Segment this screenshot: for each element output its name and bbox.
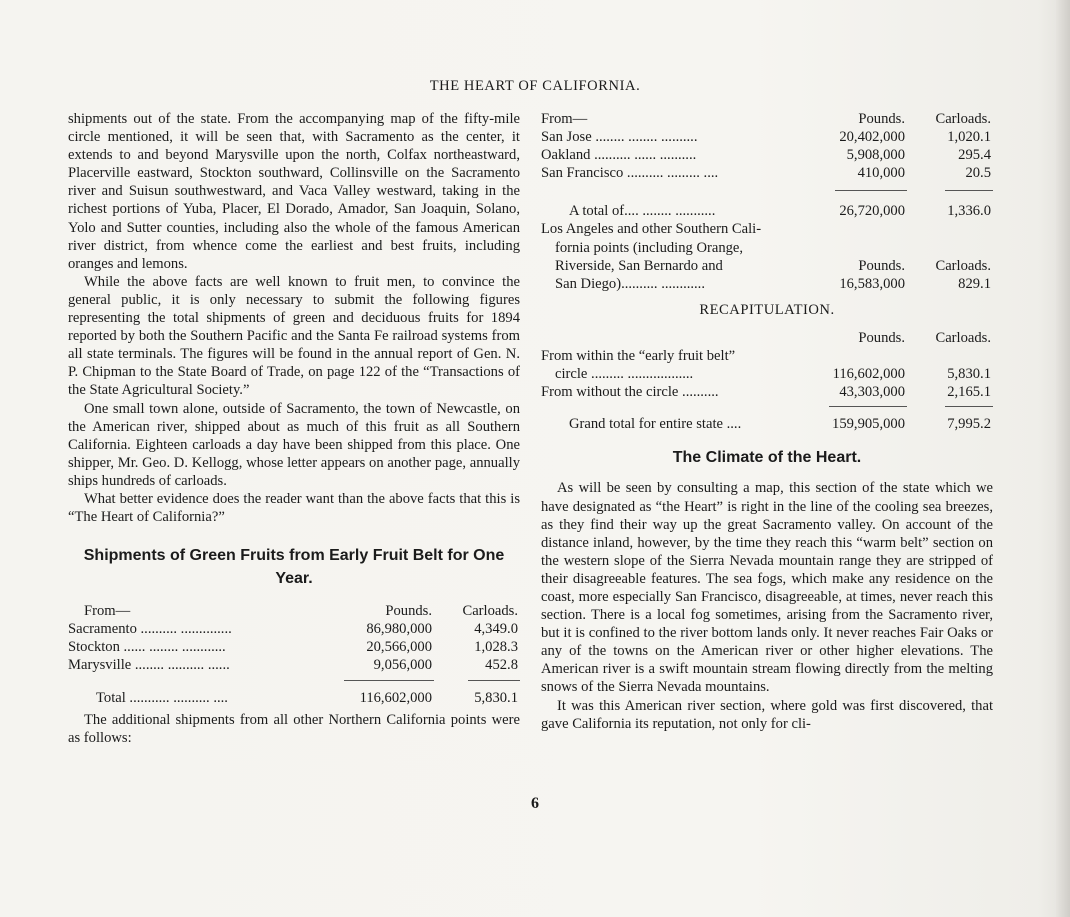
row-label: San Francisco .......... ......... ....: [541, 165, 719, 182]
row-label: Marysville ........ .......... ......: [68, 657, 230, 674]
row-label: From without the circle ..........: [541, 384, 719, 401]
section-heading: The Climate of the Heart.: [672, 449, 862, 467]
grand-total-label: Grand total for entire state ....: [569, 416, 742, 433]
row-label: San Diego).......... ............: [555, 275, 705, 292]
row-pounds: 9,056,000: [373, 657, 432, 674]
total-rules: [541, 182, 993, 202]
row-label: From within the “early fruit belt”: [541, 348, 736, 365]
paragraph: While the above facts are well known to fruit men, to convince the general public, it is only necessary to submit the following figures representing the total shipments of green and deciduous fruits for 1894 reported by both the Southern Pacific and the Santa Fe railroad systems from all state terminals. The figures will be found in the annual report of Gen. N. P. Chipman to the State Board of Trade, on page 122 of the “Transactions of the State Agricultural Society.”: [68, 273, 520, 399]
row-label: Stockton ...... ........ ............: [68, 639, 226, 656]
column-header-pounds: Pounds.: [858, 329, 905, 346]
row-label-text: Riverside, San Bernardo and: [555, 257, 723, 274]
paragraph: As will be seen by consulting a map, this section of the state which we have designated as “the Heart” is right in the line of the cooling sea breezes, as they find their way up the great Sacramento valley. On account of the distance inland, however, by the time they reach this “warm belt” section on the western slope of the Sierra Nevada mountain range they are stripped of their disagreeable features. The sea fogs, which make any residence on the coast, more especially San Francisco, disagreeable, at times, never reach this section. There is a local fog sometimes, arising from the Sacramento river, but it is confined to the river bottom lands only. It never reaches Fair Oaks or any of the towns on the American river or other higher elevations. The American river is a swift mountain stream flowing directly from the melting snows of the Sierra Nevada mountains.: [541, 480, 993, 696]
row-pounds: 20,566,000: [366, 639, 432, 656]
table-row: [541, 128, 993, 146]
row-carloads: 20.5: [965, 165, 991, 182]
grand-total-carloads: 7,995.2: [947, 416, 991, 433]
table-header-row: [68, 602, 520, 620]
table-total-row: [68, 689, 520, 707]
row-label: [555, 257, 815, 275]
total-rules: [68, 675, 520, 689]
total-pounds: 116,602,000: [359, 689, 432, 706]
column-header-from: From—: [541, 111, 588, 127]
recap-table: [541, 329, 993, 433]
column-header-from: From—: [84, 603, 131, 620]
row-label: Sacramento .......... ..............: [68, 621, 232, 638]
page-number: 6: [531, 795, 539, 812]
table-row: [541, 164, 993, 182]
total-label: Total ........... .......... ....: [96, 689, 228, 706]
table-row: [68, 638, 520, 656]
table-row-label-line: [541, 347, 993, 365]
other-shipments-table: [541, 110, 993, 293]
table-grand-total-row: [541, 415, 993, 433]
row-pounds: 410,000: [857, 165, 905, 182]
table-total-row: [541, 202, 993, 220]
total-carloads: 1,336.0: [947, 203, 991, 220]
total-rule-pounds: [835, 190, 907, 191]
table-row-label-line: [541, 220, 993, 238]
table-header-row: [541, 329, 993, 347]
recap-heading: RECAPITULATION.: [699, 301, 835, 318]
row-label: San Jose ........ ........ ..........: [541, 129, 698, 146]
column-header-pounds: Pounds.: [858, 257, 905, 274]
table-row: [541, 275, 993, 293]
paragraph: It was this American river section, where gold was first discovered, that gave California its reputation, not only for cli-: [541, 697, 993, 732]
row-carloads: 5,830.1: [947, 366, 991, 383]
paragraph: The additional shipments from all other Northern California points were as follows:: [68, 711, 520, 746]
row-carloads: 452.8: [485, 657, 518, 674]
paragraph: shipments out of the state. From the accompanying map of the fifty-mile circle mentioned, it will be seen that, with Sacramento as the center, it extends to and beyond Marysville upon the north, Colfax northeastward, Placerville eastward, Stockton southward, Collinsville on the Sacramento river and Suisun southwestward, and Vaca Valley westward, taking in the richest portions of Yuba, Placer, El Dorado, Amador, San Joaquin, Solano, Yolo and Sutter counties, including also the whole of the famous American river district, from whence come the earliest and best fruits, including oranges and lemons.: [68, 111, 520, 272]
column-header-carloads: Carloads.: [935, 329, 991, 346]
column-header-pounds: Pounds.: [385, 603, 432, 620]
column-header-pounds: Pounds.: [858, 111, 905, 127]
table-row: [68, 620, 520, 638]
table-row: [541, 146, 993, 164]
section-heading: Shipments of Green Fruits from Early Fruit Belt for One Year.: [83, 547, 505, 588]
paragraph: What better evidence does the reader want than the above facts that this is “The Heart of California?”: [68, 490, 520, 526]
row-label: fornia points (including Orange,: [555, 239, 744, 256]
table-row: [541, 257, 993, 275]
total-label: A total of.... ........ ...........: [569, 203, 716, 220]
grand-rule-pounds: [829, 406, 907, 407]
grand-rule-carloads: [945, 406, 993, 407]
grand-total-rules: [541, 401, 993, 415]
row-pounds: 43,303,000: [839, 384, 905, 401]
paragraph: One small town alone, outside of Sacramento, the town of Newcastle, on the American river, shipped about as much of this fruit as all Southern California. Eighteen carloads a day have been shipped from this place. One shipper, Mr. Geo. D. Kellogg, whose letter appears on another page, annually ships hundreds of carloads.: [68, 400, 520, 489]
row-pounds: 5,908,000: [846, 147, 905, 164]
shipments-table: [68, 602, 520, 706]
table-row: [68, 656, 520, 674]
row-label: Oakland .......... ...... ..........: [541, 147, 697, 164]
row-pounds: 116,602,000: [832, 366, 905, 383]
row-label: circle ......... ..................: [555, 366, 694, 383]
column-header-carloads: Carloads.: [935, 257, 991, 274]
row-pounds: 86,980,000: [366, 621, 432, 638]
row-carloads: 829.1: [958, 275, 991, 292]
page-edge: [1056, 0, 1070, 917]
row-label: Los Angeles and other Southern Cali-: [541, 221, 762, 238]
running-header: THE HEART OF CALIFORNIA.: [429, 78, 641, 94]
grand-total-pounds: 159,905,000: [832, 416, 905, 433]
total-rule-carloads: [468, 680, 520, 681]
total-pounds: 26,720,000: [839, 203, 905, 220]
row-carloads: 1,028.3: [474, 639, 518, 656]
table-header-row: [541, 110, 993, 128]
total-rule-carloads: [945, 190, 993, 191]
table-row: [541, 383, 993, 401]
table-row: [541, 365, 993, 383]
row-carloads: 1,020.1: [947, 129, 991, 146]
row-pounds: 20,402,000: [839, 129, 905, 146]
row-carloads: 4,349.0: [474, 621, 518, 638]
total-carloads: 5,830.1: [474, 689, 518, 706]
total-rule-pounds: [344, 680, 434, 681]
right-column: [541, 110, 993, 733]
table-row-label-line: [541, 239, 993, 257]
left-column: [68, 110, 520, 747]
row-carloads: 2,165.1: [947, 384, 991, 401]
row-pounds: 16,583,000: [839, 275, 905, 292]
row-carloads: 295.4: [958, 147, 991, 164]
column-header-carloads: Carloads.: [462, 603, 518, 620]
column-header-carloads: Carloads.: [935, 111, 991, 127]
